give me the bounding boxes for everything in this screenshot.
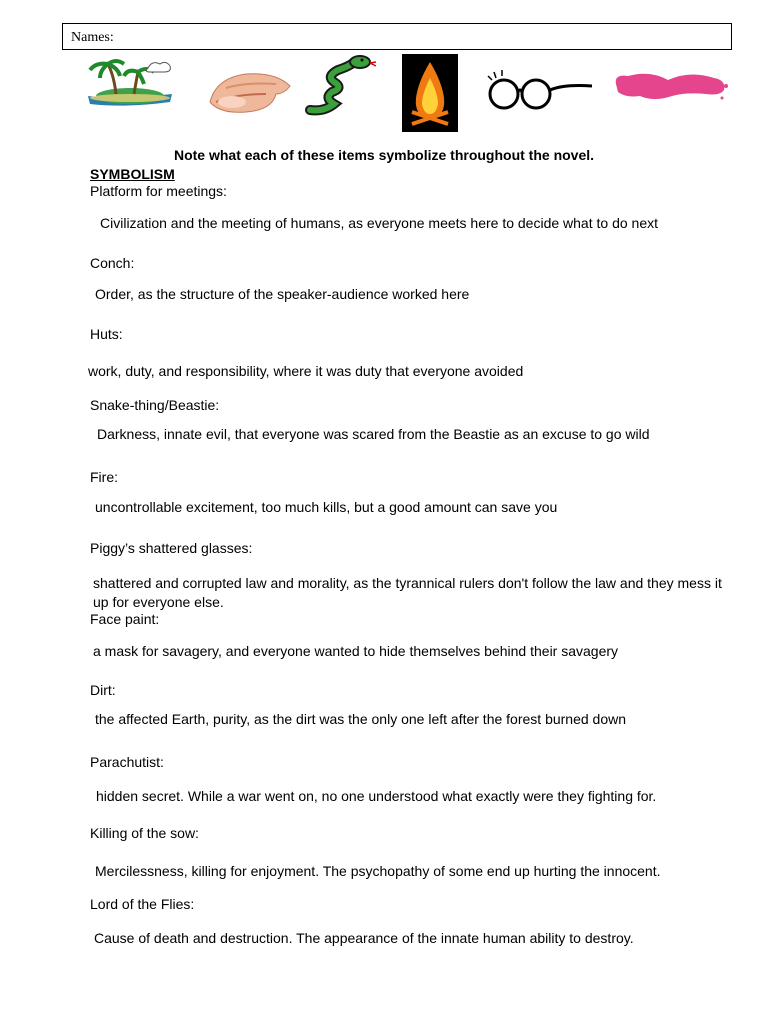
answer-parachutist: hidden secret. While a war went on, no one understood what exactly were they fighting for. [96, 788, 657, 804]
answer-fire: uncontrollable excitement, too much kills, but a good amount can save you [95, 499, 558, 515]
question-sow: Killing of the sow: [90, 825, 199, 841]
question-huts: Huts: [90, 326, 123, 342]
question-parachutist: Parachutist: [90, 754, 164, 770]
conch-shell-icon [206, 64, 292, 118]
names-label: Names: [71, 30, 114, 45]
island-icon [86, 56, 174, 112]
snake-icon [304, 54, 378, 116]
paint-stroke-icon [610, 66, 730, 106]
question-beastie: Snake-thing/Beastie: [90, 397, 220, 413]
answer-sow: Mercilessness, killing for enjoyment. The psychopathy of some end up hurting the innocent. [95, 863, 661, 879]
glasses-icon [484, 68, 594, 112]
fire-icon [402, 54, 458, 132]
instruction: Note what each of these items symbolize throughout the novel. [173, 147, 595, 163]
answer-conch: Order, as the structure of the speaker-audience worked here [95, 286, 470, 302]
question-lord-of-flies: Lord of the Flies: [90, 896, 195, 912]
answer-beastie: Darkness, innate evil, that everyone was scared from the Beastie as an excuse to go wild [97, 426, 650, 442]
question-fire: Fire: [90, 469, 118, 485]
section-heading: SYMBOLISM [90, 166, 175, 182]
question-face-paint: Face paint: [90, 611, 160, 627]
names-field[interactable] [62, 23, 732, 50]
question-glasses: Piggy’s shattered glasses: [90, 540, 253, 556]
question-platform: Platform for meetings: [90, 183, 227, 199]
answer-huts: work, duty, and responsibility, where it was duty that everyone avoided [88, 363, 524, 379]
answer-glasses: shattered and corrupted law and morality, as the tyrannical rulers don't follow the law and they mess it up for everyone else. [93, 575, 722, 610]
answer-platform: Civilization and the meeting of humans, as everyone meets here to decide what to do next [100, 215, 658, 231]
answer-dirt: the affected Earth, purity, as the dirt was the only one left after the forest burned down [95, 711, 627, 727]
question-conch: Conch: [90, 255, 135, 271]
answer-face-paint: a mask for savagery, and everyone wanted to hide themselves behind their savagery [93, 643, 619, 659]
question-dirt: Dirt: [90, 682, 116, 698]
answer-lord-of-flies: Cause of death and destruction. The appearance of the innate human ability to destroy. [94, 930, 634, 946]
